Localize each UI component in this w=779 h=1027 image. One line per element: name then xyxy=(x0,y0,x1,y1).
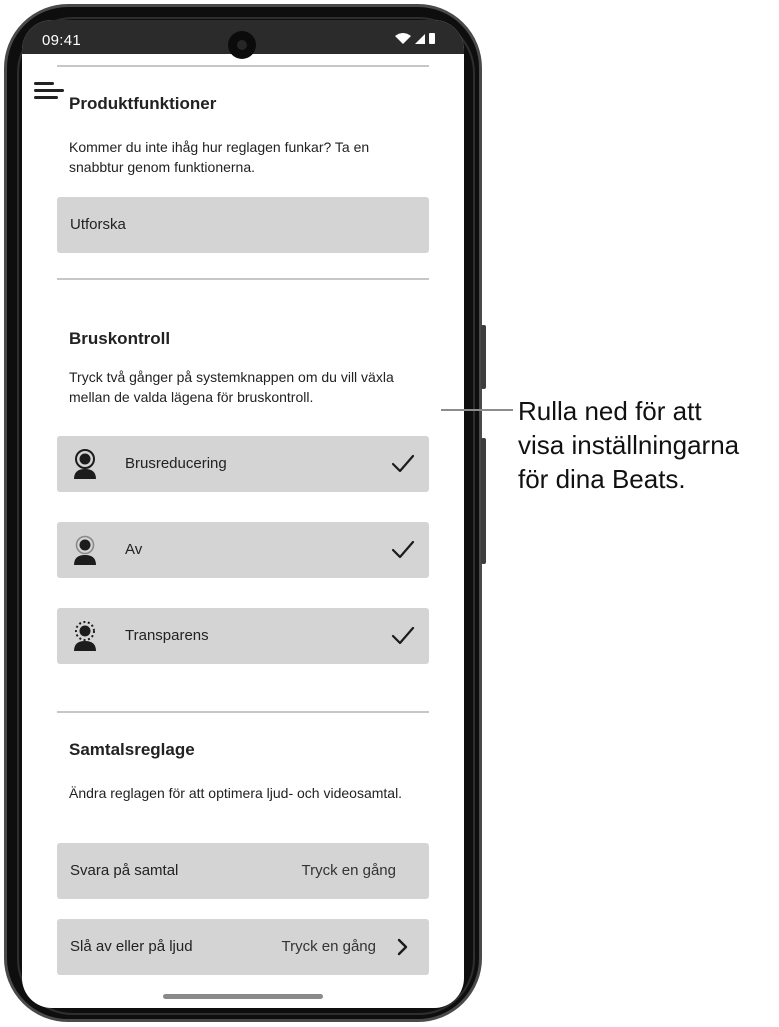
product-features-heading: Produktfunktioner xyxy=(69,94,217,113)
person-icon xyxy=(72,535,98,565)
chevron-right-icon xyxy=(397,937,409,957)
battery-icon xyxy=(429,33,435,44)
home-indicator[interactable] xyxy=(163,994,323,999)
noise-mode-label: Brusreducering xyxy=(125,455,227,472)
callout-text xyxy=(518,394,778,496)
callout-line xyxy=(441,409,513,411)
callout-line-2: visa inställningarna xyxy=(518,430,740,460)
noise-mode-label: Transparens xyxy=(125,627,209,644)
mute-unmute-label: Slå av eller på ljud xyxy=(70,938,193,955)
noise-mode-noise-cancellation[interactable] xyxy=(57,436,429,492)
status-icons xyxy=(394,32,440,46)
explore-label: Utforska xyxy=(70,216,126,233)
noise-mode-transparency[interactable] xyxy=(57,608,429,664)
divider xyxy=(57,65,429,67)
side-button-lower xyxy=(481,438,486,564)
noise-mode-off[interactable] xyxy=(57,522,429,578)
mute-unmute-row[interactable] xyxy=(57,919,429,975)
noise-control-heading: Bruskontroll xyxy=(69,329,171,348)
checkmark-icon xyxy=(391,625,415,647)
call-controls-heading: Samtalsreglage xyxy=(69,740,195,759)
answer-call-value: Tryck en gång xyxy=(301,862,396,879)
mute-unmute-value: Tryck en gång xyxy=(281,938,376,955)
menu-icon[interactable] xyxy=(34,80,64,104)
signal-icon xyxy=(415,34,425,44)
answer-call-label: Svara på samtal xyxy=(70,862,179,879)
noise-mode-label: Av xyxy=(125,541,143,558)
explore-button[interactable] xyxy=(57,197,429,253)
divider xyxy=(57,711,429,713)
noise-control-description: Tryck två gånger på systemknappen om du vill växla mellan de valda lägena för bruskontroll. xyxy=(69,369,394,405)
front-camera xyxy=(228,31,256,59)
side-button-upper xyxy=(481,325,486,389)
noise-cancellation-icon xyxy=(72,449,98,479)
status-time: 09:41 xyxy=(42,32,82,49)
product-features-description: Kommer du inte ihåg hur reglagen funkar? Ta en snabbtur genom funktionerna. xyxy=(69,139,370,175)
status-bar xyxy=(22,20,464,54)
checkmark-icon xyxy=(391,539,415,561)
callout-line-3: för dina Beats. xyxy=(518,464,686,494)
phone-screen xyxy=(22,20,464,1008)
call-controls-description: Ändra reglagen för att optimera ljud- och videosamtal. xyxy=(69,785,403,801)
transparency-icon xyxy=(72,621,98,651)
divider xyxy=(57,278,429,280)
checkmark-icon xyxy=(391,453,415,475)
answer-call-row[interactable] xyxy=(57,843,429,899)
wifi-icon xyxy=(395,33,411,44)
callout-line-1: Rulla ned för att xyxy=(518,396,702,426)
